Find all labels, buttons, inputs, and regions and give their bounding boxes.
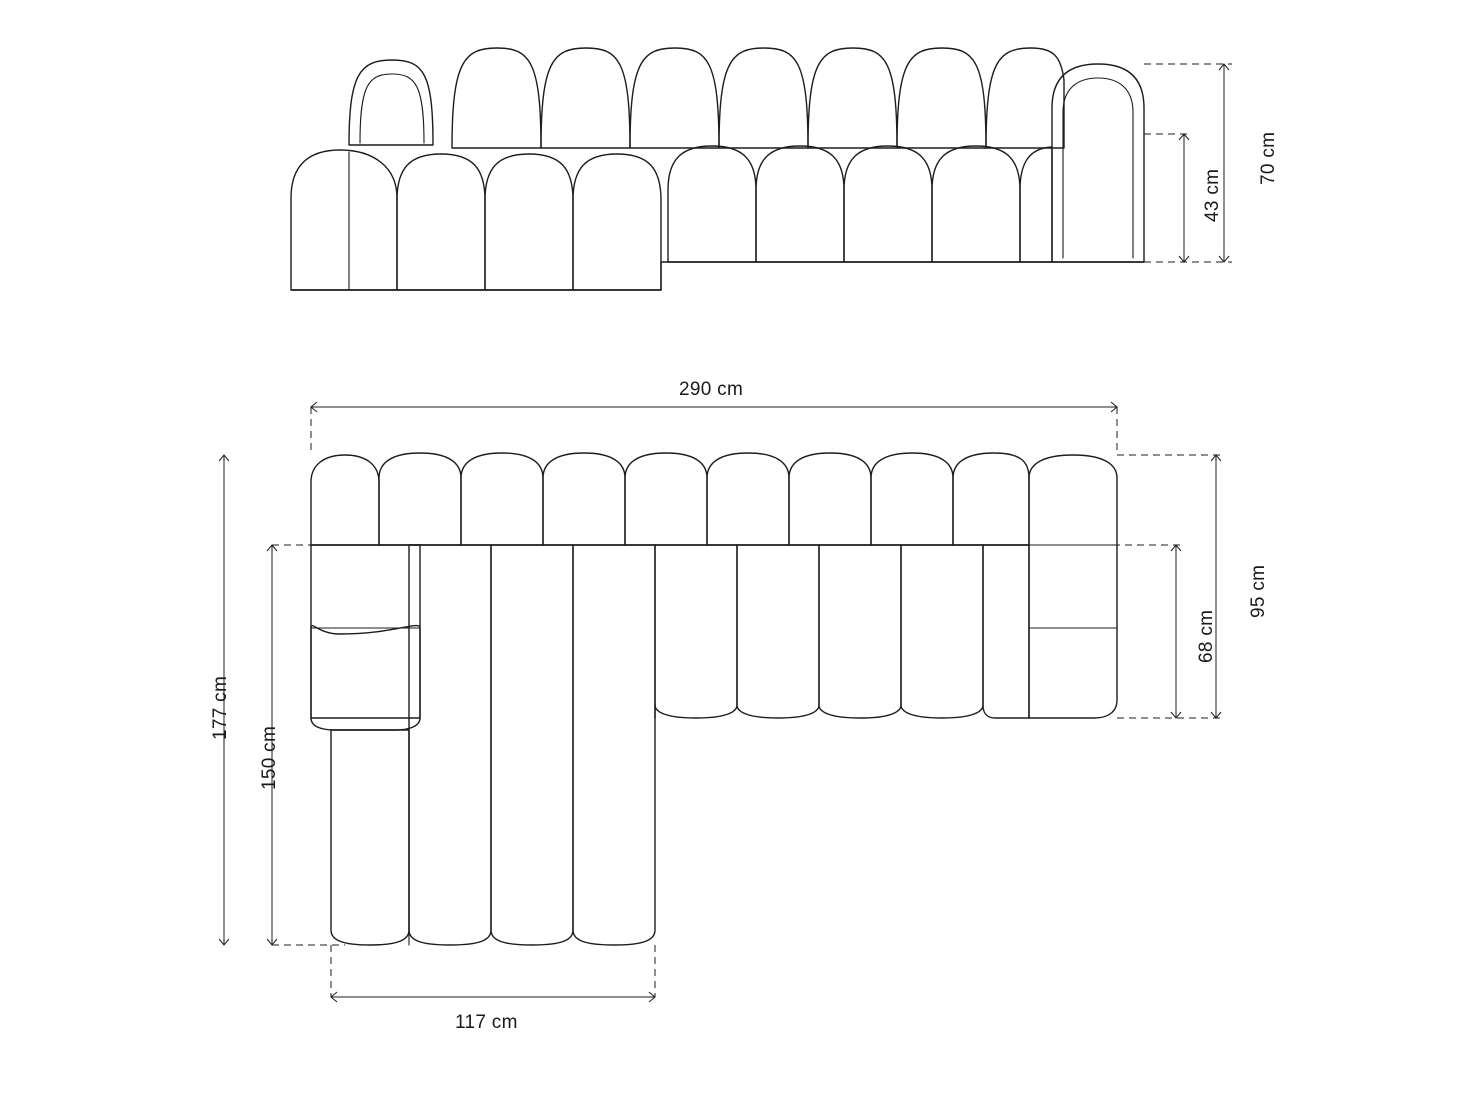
dim-label-plan-sofa-depth: 95 cm — [1248, 564, 1269, 618]
dim-label-front-total-height: 70 cm — [1258, 131, 1279, 185]
dim-label-plan-chaise-depth: 150 cm — [259, 725, 280, 790]
dim-label-plan-chaise-width: 117 cm — [455, 1012, 518, 1033]
dim-label-plan-seat-depth: 68 cm — [1196, 609, 1217, 663]
dim-label-front-seat-height: 43 cm — [1202, 168, 1223, 222]
top-plan-view — [219, 402, 1224, 1002]
dim-label-plan-total-width: 290 cm — [679, 379, 744, 400]
dim-label-plan-total-depth: 177 cm — [210, 675, 231, 740]
front-elevation-view — [291, 48, 1232, 290]
